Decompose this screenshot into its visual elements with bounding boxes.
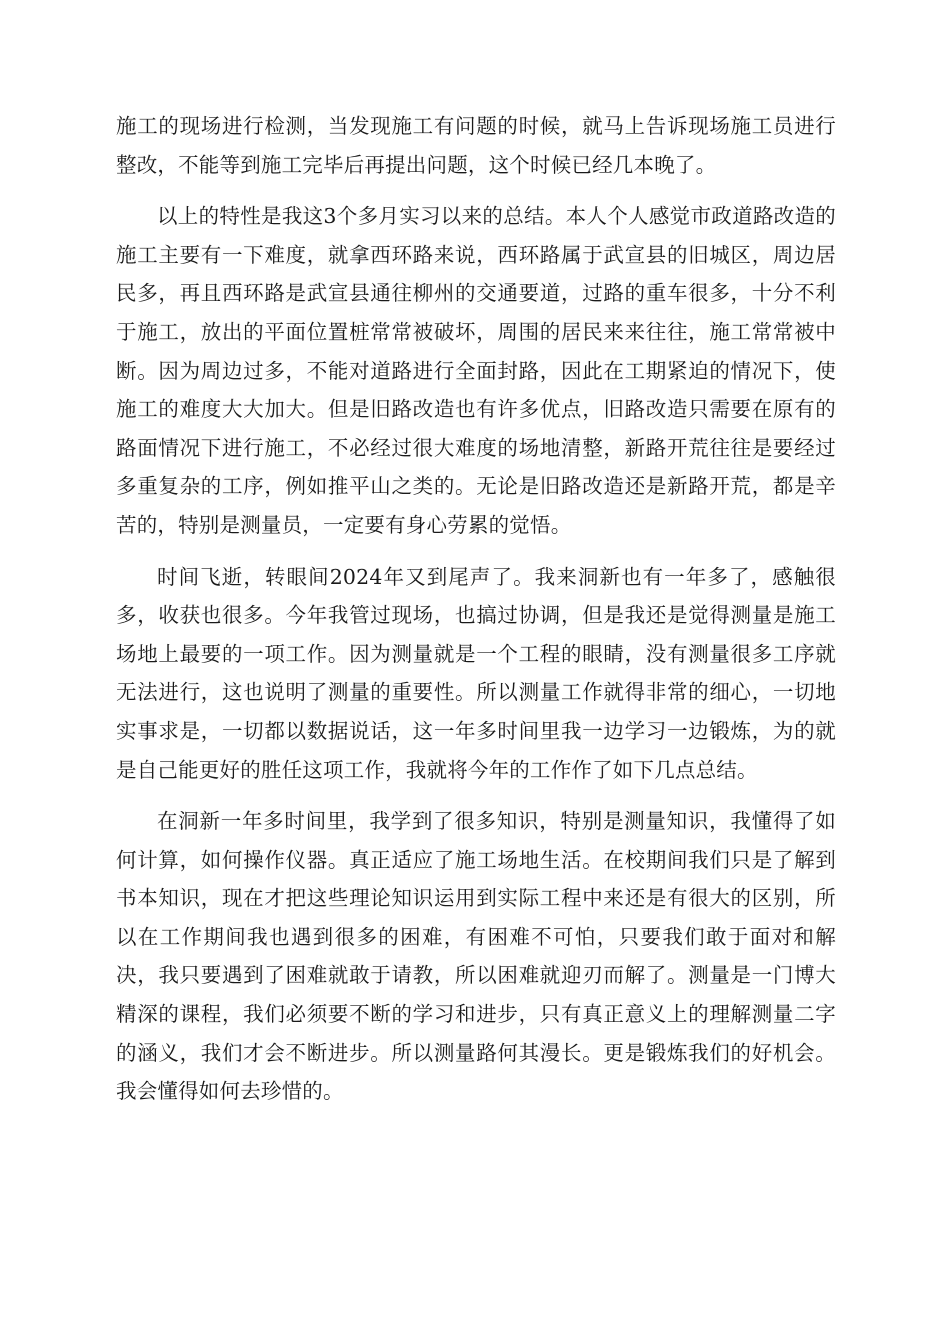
- paragraph-road-renovation-summary: 以上的特性是我这3个多月实习以来的总结。本人个人感觉市政道路改造的施工主要有一下难度，就拿西环路来说，西环路属于武宣县的旧城区，周边居民多，再且西环路是武宣县通往柳州的交通要道，过路的重车很多，十分不利于施工，放出的平面位置桩常常被破坏，周围的居民来来往往，施工常常被中断。因为周边过多，不能对道路进行全面封路，因此在工期紧迫的情况下，使施工的难度大大加大。但是旧路改造也有许多优点，旧路改造只需要在原有的路面情况下进行施工，不必经过很大难度的场地清整，新路开荒往往是要经过多重复杂的工序，例如推平山之类的。无论是旧路改造还是新路开荒，都是辛苦的，特别是测量员，一定要有身心劳累的觉悟。: [116, 204, 836, 537]
- paragraph-year-review: 时间飞逝，转眼间2024年又到尾声了。我来洞新也有一年多了，感触很多，收获也很多。今年我管过现场，也搞过协调，但是我还是觉得测量是施工场地上最要的一项工作。因为测量就是一个工程的眼睛，没有测量很多工序就无法进行，这也说明了测量的重要性。所以测量工作就得非常的细心，一切地实事求是，一切都以数据说话，这一年多时间里我一边学习一边锻炼，为的就是自己能更好的胜任这项工作，我就将今年的工作作了如下几点总结。: [116, 564, 836, 782]
- paragraph-learning-reflection: 在洞新一年多时间里，我学到了很多知识，特别是测量知识，我懂得了如何计算，如何操作仪器。真正适应了施工场地生活。在校期间我们只是了解到书本知识，现在才把这些理论知识运用到实际工程中来还是有很大的区别，所以在工作期间我也遇到很多的困难，有困难不可怕，只要我们敢于面对和解决，我只要遇到了困难就敢于请教，所以困难就迎刃而解了。测量是一门博大精深的课程，我们必须要不断的学习和进步，只有真正意义上的理解测量二字的涵义，我们才会不断进步。所以测量路何其漫长。更是锻炼我们的好机会。我会懂得如何去珍惜的。: [116, 809, 836, 1104]
- paragraph-continuation: 施工的现场进行检测，当发现施工有问题的时候，就马上告诉现场施工员进行整改，不能等到施工完毕后再提出问题，这个时候已经几本晚了。: [116, 114, 836, 177]
- document-body: [116, 107, 836, 1111]
